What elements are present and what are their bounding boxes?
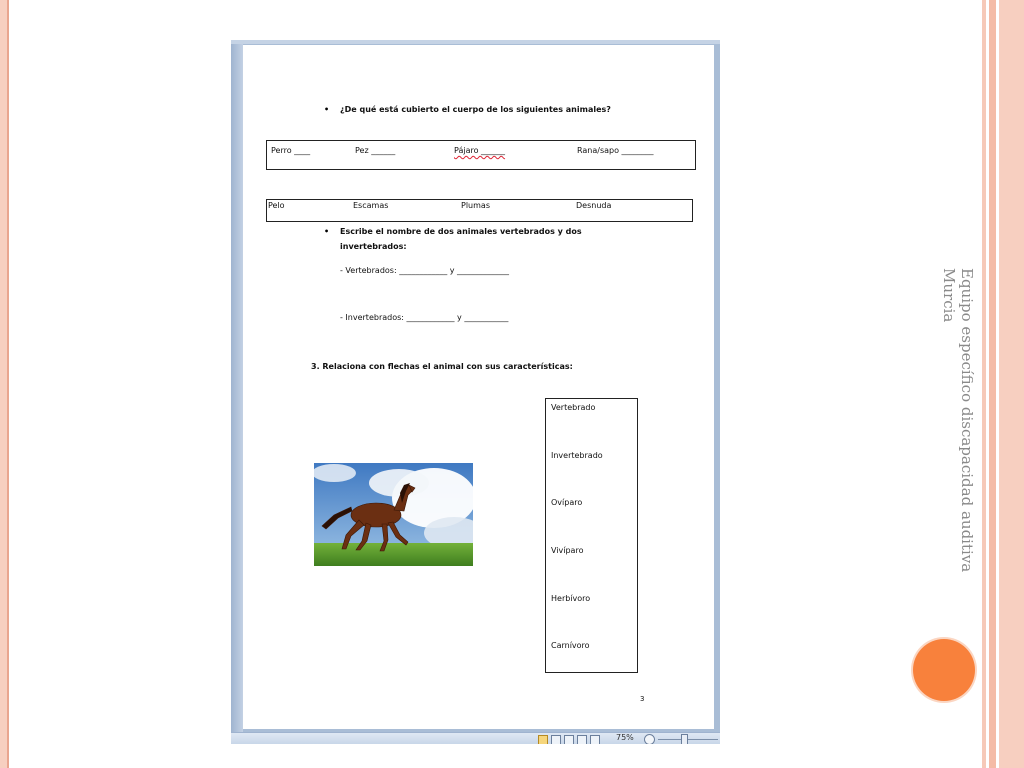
vertebrados-line: - Vertebrados: ____________ y _____________ — [340, 266, 510, 275]
animal-item: Rana/sapo ________ — [577, 146, 654, 155]
window-top-edge — [231, 40, 720, 44]
full-screen-reading-icon[interactable] — [551, 735, 561, 744]
left-border-stripe — [0, 0, 7, 768]
animal-item: Pez ______ — [355, 146, 396, 155]
covering-item: Escamas — [353, 201, 389, 210]
covering-item: Desnuda — [576, 201, 612, 210]
document-page — [243, 45, 714, 729]
characteristics-box — [545, 398, 638, 673]
left-border-line — [7, 0, 9, 768]
characteristic-item: Herbívoro — [551, 594, 591, 603]
characteristic-item: Vivíparo — [551, 546, 584, 555]
zoom-out-icon[interactable] — [644, 734, 655, 744]
slide-caption: Equipo específico discapacidad auditiva Murcia — [940, 268, 976, 573]
animal-item — [454, 146, 505, 155]
horse-image — [314, 463, 473, 566]
characteristic-item: Invertebrado — [551, 451, 603, 460]
page-number: 3 — [640, 695, 645, 703]
question-2-line-2: invertebrados: — [340, 242, 407, 251]
animal-item: Perro ____ — [271, 146, 311, 155]
bullet-icon: • — [324, 227, 330, 236]
invertebrados-line: - Invertebrados: ____________ y ___________ — [340, 313, 509, 322]
decorative-circle — [913, 639, 975, 701]
zoom-slider-thumb[interactable] — [681, 734, 688, 744]
status-bar — [231, 732, 720, 744]
document-screenshot — [231, 40, 720, 744]
coverings-box — [266, 199, 693, 222]
question-3-title: 3. Relaciona con flechas el animal con sus características: — [311, 362, 573, 371]
right-border-band — [999, 0, 1024, 768]
characteristic-item: Carnívoro — [551, 641, 590, 650]
zoom-level[interactable]: 75% — [616, 733, 634, 742]
outline-view-icon[interactable] — [577, 735, 587, 744]
covering-item: Plumas — [461, 201, 490, 210]
web-layout-icon[interactable] — [564, 735, 574, 744]
characteristic-item: Vertebrado — [551, 403, 596, 412]
zoom-slider[interactable] — [658, 739, 718, 740]
horse-photo — [314, 463, 473, 566]
animals-box — [266, 140, 696, 170]
characteristic-item: Ovíparo — [551, 498, 583, 507]
animal-name: Pájaro ______ — [454, 146, 506, 155]
print-layout-icon[interactable] — [538, 735, 548, 744]
right-border-stripe — [989, 0, 996, 768]
document-left-margin — [231, 44, 243, 732]
question-1-title: ¿De qué está cubierto el cuerpo de los siguientes animales? — [340, 105, 611, 114]
bullet-icon: • — [324, 105, 330, 114]
question-2-line-1: Escribe el nombre de dos animales vertebrados y dos — [340, 227, 582, 236]
draft-view-icon[interactable] — [590, 735, 600, 744]
covering-item: Pelo — [268, 201, 285, 210]
